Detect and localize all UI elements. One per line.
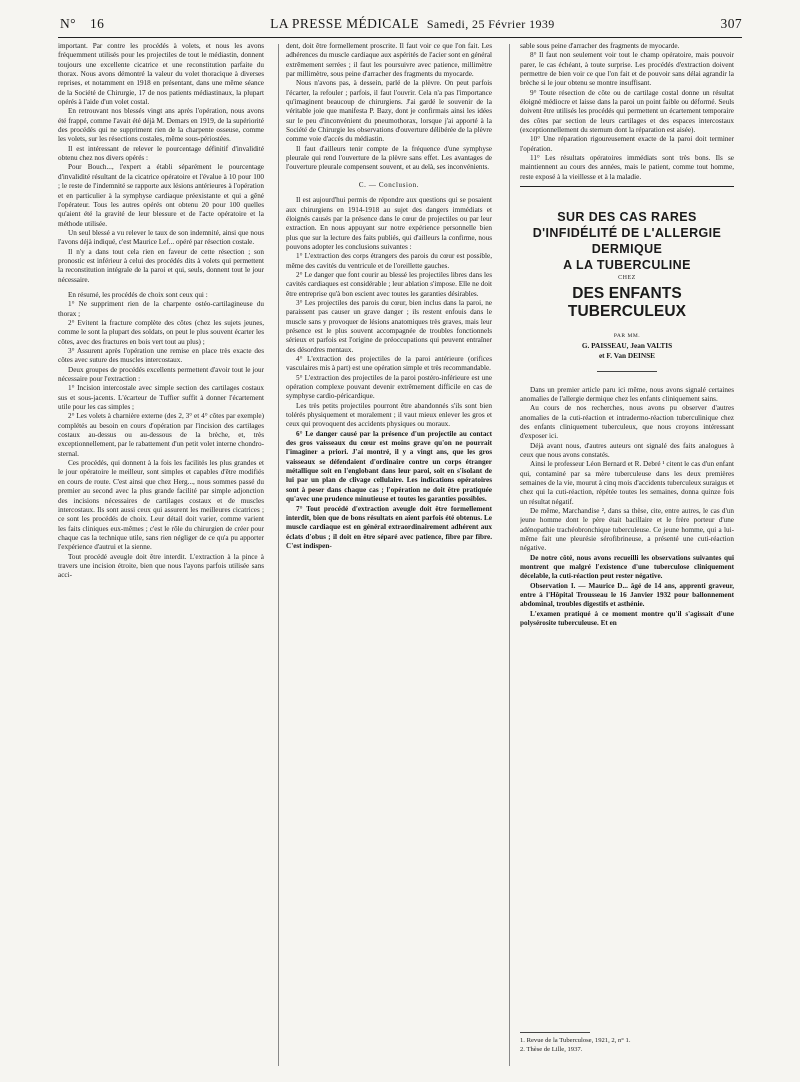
footnote-rule	[520, 1032, 590, 1033]
title-line-large: DES ENFANTS TUBERCULEUX	[567, 284, 687, 320]
title-line: SUR DES CAS RARES	[557, 210, 697, 225]
column-divider	[509, 44, 510, 1066]
column-2	[286, 42, 492, 1067]
footnotes	[520, 1032, 734, 1054]
page-header	[60, 16, 742, 38]
issue-number-label: N°	[60, 16, 76, 31]
section-heading: C. — Conclusion.	[358, 180, 420, 189]
paragraph: Il faut d'ailleurs tenir compte de la fréquence d'une symphyse pleurale qui rend l'ouverture de la plèvre sans effet. Les avantages de l'ouverture pleurale compensent souvent, et au delà, ses inconvénients.	[286, 144, 492, 172]
paragraph: Pour Bouch..., l'expert a établi séparément le pourcentage d'invalidité résultant de la cicatrice opératoire et l'évalue à 10 pour 100 ; le reste de l'indemnité se rapporte aux lésions antérieures à l'opération et en particulier à la symphyse cardiaque préexistante et qui a gêné l'opérateur. Tous les autres opérés ont obtenu 20 pour 100 quelles qu'aient été la gravité de leur blessure et de l'acte opératoire et la méthode utilisée.	[58, 163, 264, 228]
column-3	[520, 42, 734, 1067]
list-item: 2° Evitent la fracture complète des côtes (chez les sujets jeunes, comme le sont la plupart des soldats, on peut le plus souvent écarter les côtes, avec des fractures en bois vert tout au plus) ;	[58, 318, 264, 346]
paragraph: Il est intéressant de relever le pourcentage définitif d'invalidité obtenu chez nos divers opérés :	[58, 144, 264, 163]
footnote: 2. Thèse de Lille, 1937.	[520, 1045, 583, 1053]
paragraph: Au cours de nos recherches, nous avons pu observer d'autres anomalies de la cuti-réaction et intradermo-réaction tuberculinique chez des enfants cliniquement tuberculeux, que nous croyons intéressant d'exposer ici.	[520, 404, 734, 441]
paragraph: Il est aujourd'hui permis de répondre aux questions qui se posaient aux chirurgiens en 1914-1918 au sujet des dangers immédiats et éloignés causés par la présence dans le cœur de projectiles ou par leur extraction. En nous appuyant sur notre expérience personnelle bien plus que sur la lecture des faits publiés, qui d'ailleurs la confirme, nous pouvons adopter les conclusions suivantes :	[286, 196, 492, 251]
paragraph: Ces procédés, qui donnent à la fois les facilités les plus grandes et le jour opératoire le meilleur, sont simples et capables d'être modifiés en cours de route. C'est ainsi que chez Herg..., nous sommes passé du premier au second avec la plus grande facilité par simple adjonction des incisions nécessaires de cartilages costaux et de muscles intercostaux. Ils sont aussi ceux qui assurent les meilleures cicatrices ; ce sont les procédés de choix. Leur détail doit varier, comme varient les faits cliniques eux-mêmes ; c'est le rôle du chirurgien de créer pour chaque cas la technique utile, sans rien négliger de ce qu'a pu apporter l'expérience d'autrui et la sienne.	[58, 459, 264, 552]
byline	[520, 331, 734, 361]
list-item: 10° Une réparation rigoureusement exacte de la paroi doit terminer l'opération.	[520, 135, 734, 153]
issue-date: Samedi, 25 Février 1939	[426, 17, 555, 31]
byline-par: PAR MM.	[613, 332, 641, 339]
list-item: 1° Ne suppriment rien de la charpente ostéo-cartilagineuse du thorax ;	[58, 300, 264, 318]
list-item: 7° Tout procédé d'extraction aveugle doit être formellement interdit, bien que de bons résultats en aient parfois été obtenus. Le muscle cardiaque est en général extraordinairement adhérent aux éclats d'obus ; il doit en être séparé avec patience, fibre par fibre. C'est indispen-	[286, 504, 492, 550]
paragraph: Dans un premier article paru ici même, nous avons signalé certaines anomalies de l'allergie dermique chez les enfants cliniquement sains.	[520, 385, 734, 403]
issue-number-value: 16	[89, 16, 105, 31]
list-item: 8° Il faut non seulement voir tout le champ opératoire, mais pouvoir parer, le cas échéant, à toute surprise. Les procédés d'extraction doivent permettre de bien voir ce que l'on fait et de pouvoir sans délai agrandir la brèche si le jour obtenu se montre insuffisant.	[520, 51, 734, 88]
footnote: 1. Revue de la Tuberculose, 1921, 2, n° 1.	[520, 1037, 631, 1044]
byline-separator	[597, 371, 657, 372]
masthead	[104, 16, 720, 32]
paragraph: important. Par contre les procédés à volets, et nous les avons fréquemment utilisés pour les projectiles de tout le médiastin, donnent toujours une excellente cicatrice et une reconstitution parfaite du thorax. Nous avons démontré la valeur du volet thoracique à diverses reprises, et notamment en 1918 en présentant, dans une même séance de la Société de Chirurgie, 17 de nos patients médiastinaux, la plupart opérés à l'aide d'un volet costal.	[58, 42, 264, 107]
paragraph: En résumé, les procédés de choix sont ceux qui :	[68, 290, 208, 299]
column-1	[58, 42, 264, 1067]
list-item: 3° Les projectiles des parois du cœur, bien inclus dans la paroi, ne paraissent pas causer un grave danger ; ils restent enfouis dans le muscle sans y provoquer de lésions anatomiques très graves, mais leur présence est le plus souvent accompagnée de troubles fonctionnels sérieux et parfois est l'origine de préoccupations qui peuvent entraîner des désordres mentaux.	[286, 298, 492, 354]
paragraph: dent, doit être formellement proscrite. Il faut voir ce que l'on fait. Les adhérences du muscle cardiaque aux aspérités de l'acier sont en général extrêmement serrées ; il faut les poursuivre avec patience, millimètre par millimètre, sous peine d'arracher des fragments du myocarde.	[286, 42, 492, 79]
list-item: 4° L'extraction des projectiles de la paroi antérieure (orifices vasculaires mis à part) est une opération simple et très recommandable.	[286, 355, 492, 373]
list-item: 3° Assurent après l'opération une remise en place très exacte des côtes avec suture des muscles intercostaux.	[58, 347, 264, 365]
paragraph: Nous n'avons pas, à dessein, parlé de la plèvre. On peut parfois l'écarter, la refouler ; parfois, il faut l'ouvrir. Cela n'a pas l'importance qu'imaginent beaucoup de chirurgiens. J'ai gardé le souvenir de la véritable joie que manifesta P. Bazy, dont je confirmais ainsi les idées sur le peu d'inconvénient du pneumothorax, lorsque j'ai apporté à la Société de Chirurgie les observations d'ouverture délibérée de la plèvre comme voie d'accès du médiastin.	[286, 79, 492, 144]
list-item: 11° Les résultats opératoires immédiats sont très bons. Ils se maintiennent au cours des années, mais le patient, comme tout homme, reste exposé à la vieillesse et à la maladie.	[520, 154, 734, 181]
title-line: A LA TUBERCULINE	[563, 258, 691, 273]
authors-line: G. PAISSEAU, Jean VALTIS	[581, 340, 673, 350]
paragraph: Un seul blessé a vu relever le taux de son indemnité, ainsi que nous l'avons déjà indiqué, c'est Maurice Lef... opéré par résection costale.	[58, 228, 264, 247]
list-item: 1° Incision intercostale avec simple section des cartilages costaux sus et sous-jacents. L'écarteur de Tuffier suffit à donner l'écartement utile pour les cas simples ;	[58, 384, 264, 412]
page-number: 307	[720, 16, 742, 31]
authors-line: et F. Van DEINSE	[598, 350, 656, 360]
list-item: 2° Le danger que font courir au blessé les projectiles libres dans les cavités cardiaques est considérable ; leur ablation s'impose. Elle ne doit être entreprise qu'à bon escient avec toutes les garanties désirables.	[286, 270, 492, 298]
paragraph: Deux groupes de procédés excellents permettent d'avoir tout le jour nécessaire pour l'extraction :	[58, 365, 264, 384]
paragraph: sable sous peine d'arracher des fragments de myocarde.	[520, 42, 680, 50]
list-item: 6° Le danger causé par la présence d'un projectile au contact des gros vaisseaux du cœur est moins grave qu'on ne pourrait l'imaginer a priori. J'ai montré, il y a vingt ans, que les gros vaisseaux se défendaient d'ordinaire contre un corps étranger métallique soit en l'englobant dans leur paroi, soit en s'isolant de lui par un plan de clivage cellulaire. Les indications opératoires sont à peser dans chaque cas ; l'opération ne doit être pratiquée qu'avec une prudence minutieuse et toutes les garanties possibles.	[286, 429, 492, 504]
article-separator-rule	[520, 186, 734, 187]
title-chez: CHEZ	[618, 275, 636, 282]
header-rule	[58, 37, 742, 38]
column-divider	[278, 44, 279, 1066]
paragraph: L'examen pratiqué à ce moment montre qu'il s'agissait d'une polysérosite tuberculeuse. Et en	[520, 609, 734, 628]
title-line: D'INFIDÉLITÉ DE L'ALLERGIE	[532, 226, 722, 241]
list-item: 2° Les volets à charnière externe (des 2, 3° et 4° côtes par exemple) complétés au besoin en cours d'opération par l'incision des cartilages costaux au-dessus ou au-dessous de la brèche, et, très exceptionnellement, par le rabattement d'un petit volet interne chondro-sternal.	[58, 412, 264, 458]
list-item: 5° L'extraction des projectiles de la paroi postéro-inférieure est une opération complexe pouvant devenir extrêmement difficile en cas de symphyse cardio-péricardique.	[286, 373, 492, 401]
paragraph: Il n'y a dans tout cela rien en faveur de cette résection ; son pronostic est inférieur à celui des procédés dits à volets qui permettent la reconstitution intégrale de la paroi et qui, seuls, donnent tout le jour nécessaire.	[58, 247, 264, 284]
paragraph: En retrouvant nos blessés vingt ans après l'opération, nous avons été frappé, comme l'avait été déjà M. Demars en 1919, de la supériorité des procédés qui ne suppriment rien de la charpente osseuse, comme les volets, sur les résections costales, même sous-périostées.	[58, 107, 264, 144]
issue-number	[60, 16, 104, 32]
paragraph: De notre côté, nous avons recueilli les observations suivantes qui montrent que malgré l'existence d'une tuberculose cliniquement décelable, la cuti-réaction peut rester négative.	[520, 553, 734, 581]
paragraph: Les très petits projectiles pourront être abandonnés s'ils sont bien tolérés physiquement et moralement ; il vaut mieux enlever les gros et ceux qui provoquent des accidents physiques ou moraux.	[286, 401, 492, 429]
list-item: 1° L'extraction des corps étrangers des parois du cœur est possible, même des cavités du ventricule et de l'oreillette gauches.	[286, 252, 492, 270]
paragraph: Déjà avant nous, d'autres auteurs ont signalé des faits analogues à ceux que nous avons constatés.	[520, 441, 734, 459]
paragraph: Tout procédé aveugle doit être interdit. L'extraction à la pince à travers une incision étroite, bien que nous l'ayons parfois utilisée sans acci-	[58, 552, 264, 580]
list-item: 9° Toute résection de côte ou de cartilage costal donne un résultat éloigné médiocre et laisse dans la paroi un point faible ou déformé. Seuls doivent être utilisés les procédés qui permettent un écartement temporaire des côtes par section de leurs cartilages et des espaces intercostaux (exceptionnellement du sternum dont la réparation est aisée).	[520, 88, 734, 135]
journal-title: LA PRESSE MÉDICALE	[270, 16, 420, 31]
paragraph: De même, Marchandise ², dans sa thèse, cite, entre autres, le cas d'un jeune homme dont le père était bacillaire et le frère porteur d'une adénopathie trachéobronchique tuberculeuse. Ce jeune homme, qui a lui-même fait une pleurésie sérofibrineuse, a présenté une cuti-réaction négative.	[520, 506, 734, 553]
observation-paragraph: Observation I. — Maurice D... âgé de 14 ans, apprenti graveur, entre à l'Hôpital Trousseau le 16 Janvier 1932 pour ballonnement abdominal, troubles digestifs et asthénie.	[520, 581, 734, 609]
paragraph: Ainsi le professeur Léon Bernard et R. Debré ¹ citent le cas d'un enfant qui, contaminé par sa mère tuberculeuse dans les deux premières semaines de la vie, mourut à cinq mois d'accidents tuberculeux suraigus et chez qui la cuti-réaction, répétée toutes les semaines, donna quinze fois un résultat négatif.	[520, 460, 734, 506]
article-title	[520, 209, 734, 320]
title-line: DERMIQUE	[591, 242, 663, 257]
